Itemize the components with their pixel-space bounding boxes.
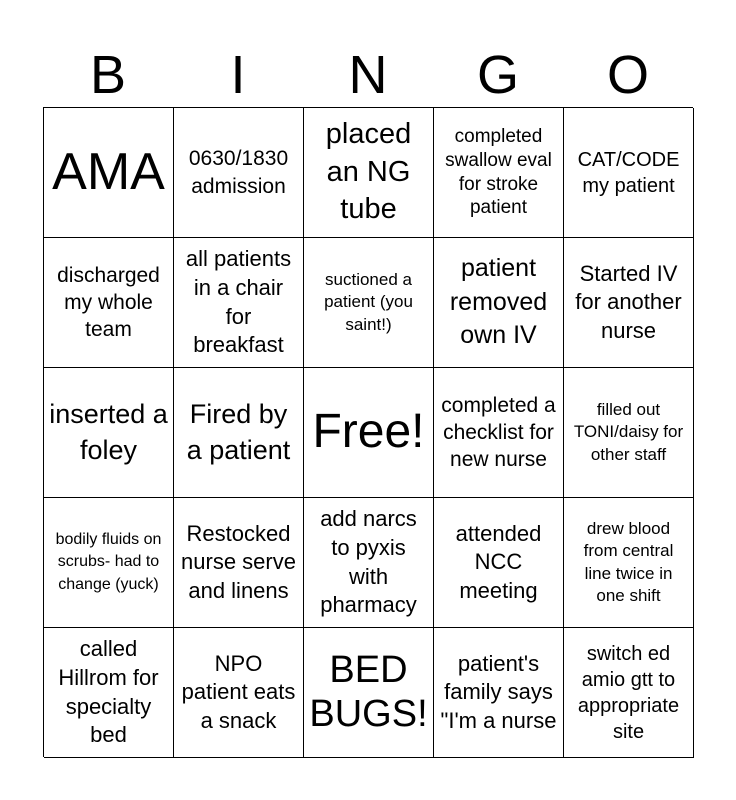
cell-text: suctioned a patient (you saint!) [324,270,413,334]
bingo-cell-r2c5[interactable] [564,238,694,368]
cell-text: add narcs to pyxis with pharmacy [320,506,417,618]
header-letter-o: O [606,45,649,105]
bingo-cell-r4c4[interactable] [434,498,564,628]
bingo-cell-r4c3[interactable] [304,498,434,628]
bingo-cell-r1c3[interactable] [304,108,434,238]
cell-text: Started IV for another nurse [575,260,682,343]
cell-text: completed a checklist for new nurse [441,393,556,472]
bingo-cell-r2c4[interactable] [434,238,564,368]
bingo-cell-r3c1[interactable] [44,368,174,498]
header-letter-n: N [348,45,388,105]
bingo-cell-r2c3[interactable] [304,238,434,368]
bingo-cell-free[interactable] [304,368,434,498]
cell-text: attended NCC meeting [455,520,542,603]
header-letter-g: G [476,45,519,105]
cell-text: filled out TONI/daisy for other staff [573,400,684,464]
cell-text: switch ed amio gtt to appropriate site [577,642,680,743]
cell-text: patient's family says "I'm a nurse [440,650,557,733]
cell-text: all patients in a chair for breakfast [185,246,292,358]
cell-text: patient removed own IV [449,253,548,350]
cell-text: bodily fluids on scrubs- had to change (yuck) [55,530,162,593]
cell-text: Free! [312,405,425,459]
bingo-cell-r1c4[interactable] [434,108,564,238]
bingo-cell-r1c2[interactable] [174,108,304,238]
bingo-cell-r4c5[interactable] [564,498,694,628]
header-letter-i: I [230,45,246,105]
bingo-cell-r5c3[interactable] [304,628,434,758]
bingo-cell-r4c2[interactable] [174,498,304,628]
cell-text: placed an NG tube [325,117,412,226]
bingo-cell-r3c5[interactable] [564,368,694,498]
cell-text: discharged my whole team [57,263,160,342]
cell-text: drew blood from central line twice in one shift [583,519,674,605]
bingo-board [43,107,693,757]
bingo-cell-r4c1[interactable] [44,498,174,628]
cell-text: called Hillrom for specialty bed [58,636,159,748]
cell-text: 0630/1830 admission [188,147,289,198]
bingo-cell-r2c1[interactable] [44,238,174,368]
cell-text: Restocked nurse serve and linens [181,520,296,603]
bingo-cell-r5c4[interactable] [434,628,564,758]
bingo-cell-r1c1[interactable] [44,108,174,238]
cell-text: CAT/CODE my patient [577,148,680,197]
cell-text: AMA [52,142,165,201]
bingo-header [43,42,693,108]
bingo-cell-r3c2[interactable] [174,368,304,498]
bingo-cell-r3c4[interactable] [434,368,564,498]
bingo-cell-r5c5[interactable] [564,628,694,758]
cell-text: NPO patient eats a snack [181,650,296,733]
header-letter-b: B [89,45,127,105]
cell-text: inserted a foley [49,399,168,465]
cell-text: Fired by a patient [186,399,291,465]
cell-text: completed swallow eval for stroke patient [445,126,552,219]
bingo-cell-r5c1[interactable] [44,628,174,758]
bingo-cell-r1c5[interactable] [564,108,694,238]
bingo-cell-r5c2[interactable] [174,628,304,758]
cell-text: BED BUGS! [309,648,428,735]
bingo-cell-r2c2[interactable] [174,238,304,368]
